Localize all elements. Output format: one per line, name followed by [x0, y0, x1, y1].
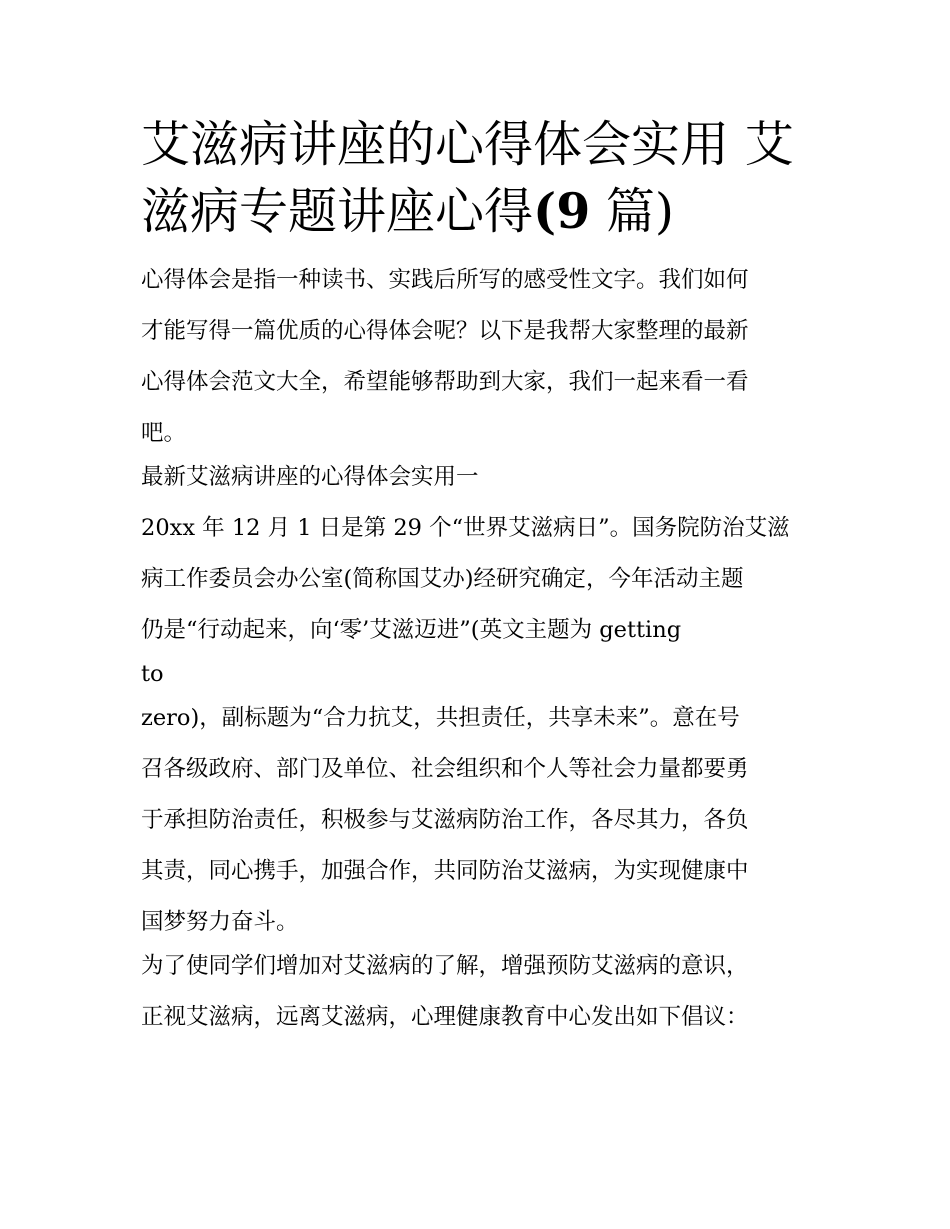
body-line: 病工作委员会办公室(简称国艾办)经研究确定，今年活动主题: [141, 566, 744, 592]
body-line: 为了使同学们增加对艾滋病的了解，增强预防艾滋病的意识，: [141, 953, 749, 979]
title-count: (9: [533, 182, 591, 240]
title-suffix: 篇): [590, 183, 674, 240]
document-title: [141, 112, 813, 245]
body-line: 心得体会是指一种读书、实践后所写的感受性文字。我们如何: [141, 267, 749, 293]
body-line: to: [141, 661, 164, 687]
body-line: 国梦努力奋斗。: [141, 909, 299, 935]
body-line: 心得体会范文大全，希望能够帮助到大家，我们一起来看一看: [141, 369, 749, 395]
body-line: 20xx 年 12 月 1 日是第 29 个“世界艾滋病日”。国务院防治艾滋: [141, 515, 790, 541]
section-heading: 最新艾滋病讲座的心得体会实用一: [141, 464, 479, 490]
title-line-2: [141, 178, 813, 245]
document-body: [141, 265, 813, 1053]
body-line: 仍是“行动起来，向‘零’艾滋迈进”(英文主题为 getting: [141, 617, 682, 643]
document-page: [141, 112, 813, 1053]
body-line: 召各级政府、部门及单位、社会组织和个人等社会力量都要勇: [141, 756, 749, 782]
body-line: zero)，副标题为“合力抗艾，共担责任，共享未来”。意在号: [141, 705, 740, 731]
body-line: 才能写得一篇优质的心得体会呢？以下是我帮大家整理的最新: [141, 318, 749, 344]
body-line: 吧。: [141, 420, 187, 446]
title-line-1: 艾滋病讲座的心得体会实用 艾: [141, 116, 794, 173]
body-line: 正视艾滋病，远离艾滋病，心理健康教育中心发出如下倡议：: [141, 1004, 749, 1030]
title-line-2-text: 滋病专题讲座心得: [141, 183, 534, 240]
body-line: 其责，同心携手，加强合作，共同防治艾滋病，为实现健康中: [141, 858, 749, 884]
body-line: 于承担防治责任，积极参与艾滋病防治工作，各尽其力，各负: [141, 807, 749, 833]
